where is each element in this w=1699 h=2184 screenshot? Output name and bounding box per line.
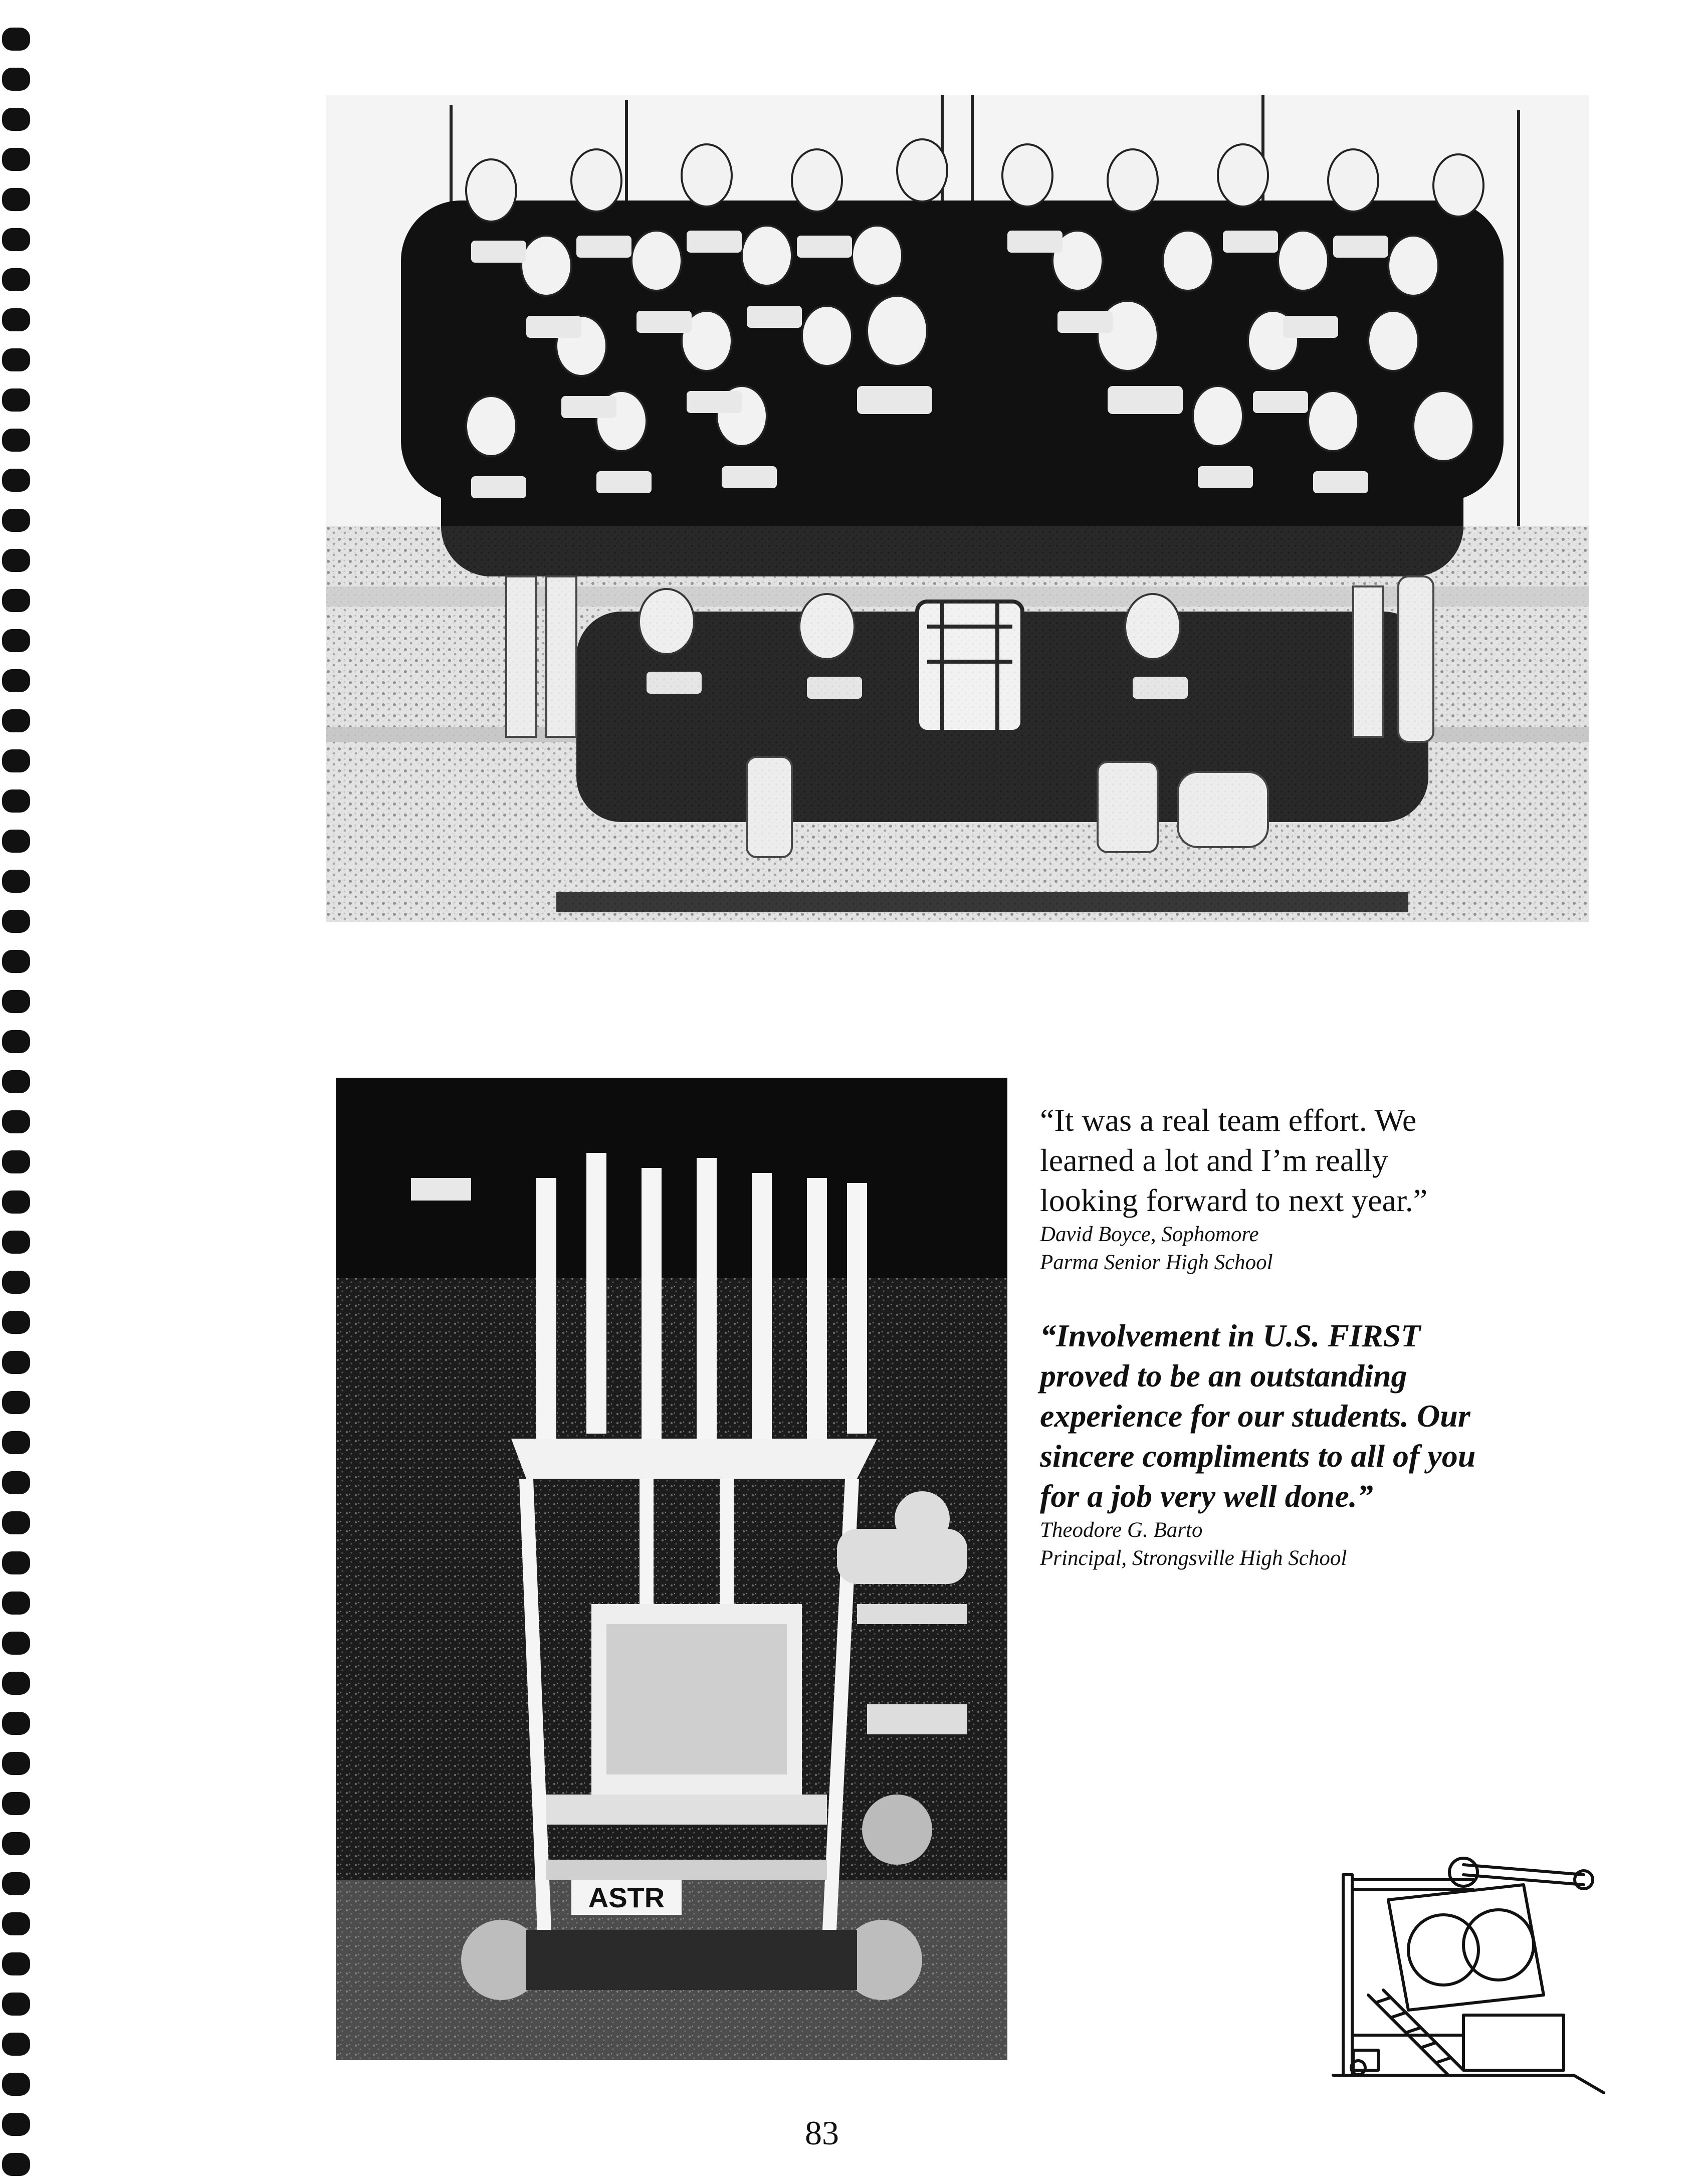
page-number: 83 (805, 2114, 839, 2152)
quote-attribution (1040, 1516, 1591, 1572)
binding-hole (2, 1832, 30, 1855)
binding-hole (2, 2033, 30, 2056)
binding-hole (2, 148, 30, 171)
binding-hole (2, 789, 30, 813)
attribution-name: David Boyce, Sophomore (1040, 1223, 1259, 1246)
quote-line: “Involvement in U.S. FIRST (1040, 1318, 1421, 1353)
binding-hole (2, 188, 30, 211)
binding-hole (2, 669, 30, 692)
quote-line: “It was a real team effort. We (1040, 1102, 1417, 1138)
binding-hole (2, 68, 30, 91)
binding-hole (2, 629, 30, 652)
binding-hole (2, 1511, 30, 1534)
quote-line: learned a lot and I’m really (1040, 1142, 1388, 1178)
quote-line: for a job very well done.” (1040, 1478, 1373, 1514)
binding-hole (2, 589, 30, 612)
binding-hole (2, 348, 30, 371)
team-group-photo (326, 95, 1589, 922)
quote-block-student (1040, 1100, 1591, 1277)
binding-hole (2, 950, 30, 973)
binding-hole (2, 228, 30, 251)
binding-hole (2, 749, 30, 772)
binding-hole (2, 429, 30, 452)
binding-hole (2, 1030, 30, 1053)
binding-hole (2, 108, 30, 131)
binding-hole (2, 1271, 30, 1294)
quote-text (1040, 1100, 1591, 1221)
binding-hole (2, 709, 30, 732)
binding-hole (2, 1792, 30, 1815)
binding-hole (2, 388, 30, 412)
binding-hole (2, 1752, 30, 1775)
binding-hole (2, 308, 30, 331)
binding-hole (2, 1592, 30, 1615)
quote-line: looking forward to next year.” (1040, 1182, 1428, 1218)
binding-hole (2, 1672, 30, 1695)
quote-attribution (1040, 1221, 1591, 1277)
binding-hole (2, 2153, 30, 2176)
binding-hole (2, 830, 30, 853)
binding-hole (2, 469, 30, 492)
quote-text (1040, 1316, 1591, 1516)
binding-hole (2, 990, 30, 1013)
spiral-binding (0, 0, 35, 2184)
binding-hole (2, 1231, 30, 1254)
binding-hole (2, 1632, 30, 1655)
quote-line: experience for our students. Our (1040, 1398, 1470, 1434)
binding-hole (2, 2073, 30, 2096)
binding-hole (2, 1190, 30, 1214)
binding-hole (2, 1712, 30, 1735)
binding-hole (2, 870, 30, 893)
quote-line: proved to be an outstanding (1040, 1358, 1407, 1394)
quote-block-principal (1040, 1316, 1591, 1572)
binding-hole (2, 509, 30, 532)
binding-hole (2, 1872, 30, 1895)
binding-hole (2, 268, 30, 291)
binding-hole (2, 1431, 30, 1454)
robot-photo (336, 1078, 1007, 2060)
binding-hole (2, 1912, 30, 1935)
attribution-school: Parma Senior High School (1040, 1251, 1273, 1274)
binding-hole (2, 1551, 30, 1574)
binding-hole (2, 1952, 30, 1975)
binding-hole (2, 910, 30, 933)
binding-hole (2, 1471, 30, 1494)
binding-hole (2, 1070, 30, 1093)
binding-hole (2, 28, 30, 51)
binding-hole (2, 1150, 30, 1173)
binding-hole (2, 549, 30, 572)
robot-sign-text: ASTR (588, 1882, 665, 1913)
binding-hole (2, 1391, 30, 1414)
robot-line-drawing (1323, 1845, 1614, 2095)
binding-hole (2, 1351, 30, 1374)
attribution-title: Principal, Strongsville High School (1040, 1546, 1347, 1570)
binding-hole (2, 1110, 30, 1133)
binding-hole (2, 2113, 30, 2136)
quote-line: sincere compliments to all of you (1040, 1438, 1476, 1474)
binding-hole (2, 1311, 30, 1334)
attribution-name: Theodore G. Barto (1040, 1518, 1203, 1542)
binding-hole (2, 1993, 30, 2016)
